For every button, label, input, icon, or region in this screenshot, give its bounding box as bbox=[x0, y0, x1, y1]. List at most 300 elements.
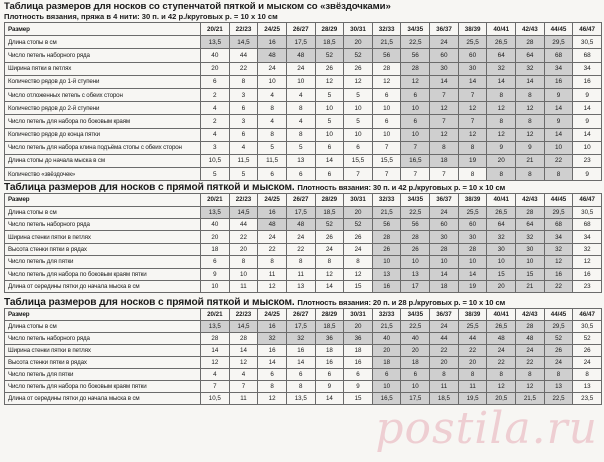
value-cell: 20 bbox=[201, 62, 230, 75]
value-cell: 20 bbox=[201, 231, 230, 243]
row-label-cell: Длина от середины пятки до начала мыска в см bbox=[5, 392, 201, 404]
header-label-cell: Размер bbox=[5, 309, 201, 321]
value-cell: 26 bbox=[573, 345, 602, 357]
value-cell: 16 bbox=[286, 345, 315, 357]
value-cell: 19 bbox=[458, 280, 487, 292]
value-cell: 24 bbox=[573, 356, 602, 368]
value-cell: 32 bbox=[516, 231, 545, 243]
value-cell: 14 bbox=[487, 75, 516, 88]
value-cell: 20 bbox=[344, 36, 373, 49]
value-cell: 10 bbox=[286, 75, 315, 88]
table-1-subtitle: Плотность вязания, пряжа в 4 нити: 30 п. и 42 р./круговых р. = 10 х 10 см bbox=[4, 12, 278, 21]
table-row bbox=[5, 345, 602, 357]
header-size-cell: 42/43 bbox=[516, 23, 545, 36]
value-cell: 30 bbox=[458, 231, 487, 243]
value-cell: 48 bbox=[487, 333, 516, 345]
value-cell: 9 bbox=[487, 141, 516, 154]
value-cell: 24 bbox=[315, 243, 344, 255]
value-cell: 32 bbox=[487, 62, 516, 75]
value-cell: 14 bbox=[544, 128, 573, 141]
table-2-title: Таблица размеров для носков с прямой пяткой и мыском. bbox=[4, 182, 295, 194]
value-cell: 14 bbox=[315, 392, 344, 404]
value-cell: 34 bbox=[573, 62, 602, 75]
value-cell: 60 bbox=[458, 219, 487, 231]
value-cell: 22,5 bbox=[544, 392, 573, 404]
value-cell: 11 bbox=[458, 380, 487, 392]
value-cell: 13 bbox=[573, 380, 602, 392]
value-cell: 26,5 bbox=[487, 206, 516, 218]
value-cell: 8 bbox=[487, 88, 516, 101]
table-row bbox=[5, 256, 602, 268]
value-cell: 20 bbox=[344, 321, 373, 333]
value-cell: 24 bbox=[430, 206, 459, 218]
value-cell: 16 bbox=[372, 280, 401, 292]
value-cell: 6 bbox=[258, 368, 287, 380]
value-cell: 9 bbox=[544, 88, 573, 101]
table-row bbox=[5, 219, 602, 231]
row-label-cell: Количество рядов до конца пятки bbox=[5, 128, 201, 141]
value-cell: 32 bbox=[487, 231, 516, 243]
header-size-cell: 32/33 bbox=[372, 23, 401, 36]
value-cell: 3 bbox=[229, 115, 258, 128]
table-row bbox=[5, 141, 602, 154]
header-size-cell: 40/41 bbox=[487, 309, 516, 321]
value-cell: 12 bbox=[258, 280, 287, 292]
value-cell: 12 bbox=[516, 102, 545, 115]
value-cell: 36 bbox=[344, 333, 373, 345]
value-cell: 11 bbox=[286, 268, 315, 280]
value-cell: 18,5 bbox=[315, 206, 344, 218]
header-size-cell: 42/43 bbox=[516, 309, 545, 321]
value-cell: 12 bbox=[372, 75, 401, 88]
value-cell: 32 bbox=[516, 62, 545, 75]
value-cell: 10,5 bbox=[201, 154, 230, 167]
value-cell: 30 bbox=[430, 231, 459, 243]
table-2-density: Плотность вязания: 30 п. и 42 р./круговых р. = 10 х 10 см bbox=[297, 183, 506, 193]
header-size-cell: 36/37 bbox=[430, 309, 459, 321]
value-cell: 10 bbox=[372, 102, 401, 115]
value-cell: 28 bbox=[516, 321, 545, 333]
value-cell: 18 bbox=[315, 345, 344, 357]
value-cell: 26 bbox=[544, 345, 573, 357]
row-label-cell: Длина стопы в см bbox=[5, 36, 201, 49]
value-cell: 40 bbox=[201, 49, 230, 62]
value-cell: 26 bbox=[372, 243, 401, 255]
value-cell: 6 bbox=[372, 368, 401, 380]
value-cell: 8 bbox=[286, 380, 315, 392]
value-cell: 24 bbox=[430, 36, 459, 49]
value-cell: 14 bbox=[229, 345, 258, 357]
value-cell: 8 bbox=[458, 168, 487, 181]
value-cell: 8 bbox=[344, 256, 373, 268]
value-cell: 6 bbox=[229, 102, 258, 115]
header-size-cell: 30/31 bbox=[344, 309, 373, 321]
row-label-cell: Длина стопы в см bbox=[5, 206, 201, 218]
table-row bbox=[5, 392, 602, 404]
value-cell: 40 bbox=[201, 219, 230, 231]
value-cell: 10 bbox=[315, 128, 344, 141]
value-cell: 21 bbox=[516, 280, 545, 292]
value-cell: 7 bbox=[430, 115, 459, 128]
value-cell: 24 bbox=[258, 231, 287, 243]
row-label-cell: Число петель для набора по боковым краям пятки bbox=[5, 380, 201, 392]
table-row bbox=[5, 368, 602, 380]
value-cell: 15 bbox=[516, 268, 545, 280]
value-cell: 12 bbox=[430, 102, 459, 115]
value-cell: 22 bbox=[544, 154, 573, 167]
row-label-cell: Число отложенных петель с обеих сторон bbox=[5, 88, 201, 101]
value-cell: 11,5 bbox=[258, 154, 287, 167]
value-cell: 10 bbox=[201, 280, 230, 292]
value-cell: 34 bbox=[544, 231, 573, 243]
value-cell: 60 bbox=[430, 49, 459, 62]
value-cell: 12 bbox=[344, 268, 373, 280]
value-cell: 20 bbox=[487, 154, 516, 167]
value-cell: 16 bbox=[544, 75, 573, 88]
header-size-cell: 24/25 bbox=[258, 23, 287, 36]
value-cell: 6 bbox=[286, 168, 315, 181]
value-cell: 20 bbox=[344, 206, 373, 218]
value-cell: 10 bbox=[258, 75, 287, 88]
value-cell: 15,5 bbox=[372, 154, 401, 167]
value-cell: 3 bbox=[229, 88, 258, 101]
table-row bbox=[5, 268, 602, 280]
value-cell: 6 bbox=[201, 75, 230, 88]
value-cell: 23 bbox=[573, 154, 602, 167]
value-cell: 2 bbox=[201, 88, 230, 101]
value-cell: 14 bbox=[573, 102, 602, 115]
value-cell: 6 bbox=[401, 368, 430, 380]
value-cell: 10 bbox=[573, 141, 602, 154]
value-cell: 22 bbox=[544, 280, 573, 292]
value-cell: 21,5 bbox=[372, 36, 401, 49]
header-size-cell: 32/33 bbox=[372, 194, 401, 206]
value-cell: 24 bbox=[286, 231, 315, 243]
value-cell: 14 bbox=[286, 356, 315, 368]
value-cell: 8 bbox=[286, 128, 315, 141]
value-cell: 68 bbox=[544, 219, 573, 231]
value-cell: 7 bbox=[372, 141, 401, 154]
table-row bbox=[5, 36, 602, 49]
value-cell: 7 bbox=[401, 141, 430, 154]
value-cell: 15 bbox=[344, 280, 373, 292]
value-cell: 10 bbox=[458, 256, 487, 268]
value-cell: 19,5 bbox=[458, 392, 487, 404]
value-cell: 24 bbox=[430, 321, 459, 333]
value-cell: 40 bbox=[372, 333, 401, 345]
value-cell: 8 bbox=[258, 102, 287, 115]
value-cell: 12 bbox=[344, 75, 373, 88]
value-cell: 32 bbox=[286, 333, 315, 345]
table-header-row bbox=[5, 23, 602, 36]
header-label-cell: Размер bbox=[5, 194, 201, 206]
value-cell: 40 bbox=[401, 333, 430, 345]
value-cell: 9 bbox=[544, 115, 573, 128]
value-cell: 4 bbox=[201, 128, 230, 141]
value-cell: 21,5 bbox=[516, 392, 545, 404]
value-cell: 29,5 bbox=[544, 36, 573, 49]
value-cell: 23,5 bbox=[573, 392, 602, 404]
value-cell: 16 bbox=[258, 321, 287, 333]
value-cell: 14 bbox=[201, 345, 230, 357]
table-row bbox=[5, 62, 602, 75]
value-cell: 22 bbox=[229, 231, 258, 243]
row-label-cell: Число петель для пятки bbox=[5, 368, 201, 380]
value-cell: 13,5 bbox=[201, 36, 230, 49]
value-cell: 5 bbox=[229, 168, 258, 181]
value-cell: 64 bbox=[487, 219, 516, 231]
value-cell: 7 bbox=[372, 168, 401, 181]
header-label-cell: Размер bbox=[5, 23, 201, 36]
value-cell: 5 bbox=[344, 115, 373, 128]
value-cell: 10 bbox=[401, 256, 430, 268]
value-cell: 5 bbox=[201, 168, 230, 181]
value-cell: 26 bbox=[344, 231, 373, 243]
value-cell: 12 bbox=[516, 380, 545, 392]
value-cell: 32 bbox=[573, 243, 602, 255]
value-cell: 14 bbox=[458, 268, 487, 280]
value-cell: 12 bbox=[430, 128, 459, 141]
value-cell: 7 bbox=[458, 88, 487, 101]
value-cell: 10 bbox=[344, 128, 373, 141]
header-size-cell: 32/33 bbox=[372, 309, 401, 321]
value-cell: 18,5 bbox=[315, 36, 344, 49]
value-cell: 64 bbox=[487, 49, 516, 62]
value-cell: 64 bbox=[516, 49, 545, 62]
header-size-cell: 46/47 bbox=[573, 23, 602, 36]
value-cell: 21 bbox=[516, 154, 545, 167]
value-cell: 18,5 bbox=[430, 392, 459, 404]
value-cell: 8 bbox=[430, 141, 459, 154]
value-cell: 10 bbox=[315, 102, 344, 115]
value-cell: 14 bbox=[315, 154, 344, 167]
value-cell: 28 bbox=[516, 36, 545, 49]
value-cell: 28 bbox=[458, 243, 487, 255]
value-cell: 48 bbox=[258, 49, 287, 62]
value-cell: 13 bbox=[544, 380, 573, 392]
value-cell: 4 bbox=[229, 368, 258, 380]
value-cell: 14 bbox=[544, 102, 573, 115]
row-label-cell: Количество рядов до 1-й ступени bbox=[5, 75, 201, 88]
header-size-cell: 38/39 bbox=[458, 194, 487, 206]
value-cell: 6 bbox=[286, 368, 315, 380]
value-cell: 24 bbox=[286, 62, 315, 75]
value-cell: 14 bbox=[458, 75, 487, 88]
value-cell: 26,5 bbox=[487, 321, 516, 333]
table-1-title: Таблица размеров для носков со ступенчатой пяткой и мыском со «звёздочками» bbox=[4, 1, 391, 12]
value-cell: 9 bbox=[516, 141, 545, 154]
value-cell: 4 bbox=[201, 102, 230, 115]
value-cell: 32 bbox=[258, 333, 287, 345]
value-cell: 17,5 bbox=[401, 392, 430, 404]
value-cell: 14 bbox=[315, 280, 344, 292]
value-cell: 44 bbox=[229, 49, 258, 62]
header-size-cell: 34/35 bbox=[401, 194, 430, 206]
value-cell: 4 bbox=[286, 115, 315, 128]
value-cell: 48 bbox=[286, 219, 315, 231]
value-cell: 12 bbox=[487, 380, 516, 392]
value-cell: 8 bbox=[258, 256, 287, 268]
value-cell: 22,5 bbox=[401, 321, 430, 333]
value-cell: 16 bbox=[344, 356, 373, 368]
header-size-cell: 40/41 bbox=[487, 23, 516, 36]
value-cell: 24 bbox=[544, 356, 573, 368]
value-cell: 60 bbox=[458, 49, 487, 62]
value-cell: 6 bbox=[201, 256, 230, 268]
value-cell: 10 bbox=[401, 102, 430, 115]
header-size-cell: 20/21 bbox=[201, 194, 230, 206]
value-cell: 28 bbox=[516, 206, 545, 218]
value-cell: 7 bbox=[344, 168, 373, 181]
header-size-cell: 44/45 bbox=[544, 194, 573, 206]
value-cell: 48 bbox=[258, 219, 287, 231]
value-cell: 8 bbox=[544, 168, 573, 181]
value-cell: 14 bbox=[573, 128, 602, 141]
value-cell: 12 bbox=[315, 75, 344, 88]
value-cell: 23 bbox=[573, 280, 602, 292]
table-row bbox=[5, 154, 602, 167]
value-cell: 8 bbox=[258, 380, 287, 392]
value-cell: 6 bbox=[401, 115, 430, 128]
value-cell: 10 bbox=[544, 141, 573, 154]
value-cell: 6 bbox=[315, 168, 344, 181]
value-cell: 10,5 bbox=[201, 392, 230, 404]
value-cell: 5 bbox=[315, 88, 344, 101]
header-size-cell: 36/37 bbox=[430, 194, 459, 206]
value-cell: 11,5 bbox=[229, 154, 258, 167]
value-cell: 13 bbox=[372, 268, 401, 280]
value-cell: 18 bbox=[430, 154, 459, 167]
value-cell: 26,5 bbox=[487, 36, 516, 49]
value-cell: 22 bbox=[229, 62, 258, 75]
value-cell: 4 bbox=[258, 88, 287, 101]
row-label-cell: Число петель наборного ряда bbox=[5, 333, 201, 345]
value-cell: 2 bbox=[201, 115, 230, 128]
value-cell: 68 bbox=[544, 49, 573, 62]
value-cell: 12 bbox=[201, 356, 230, 368]
value-cell: 10 bbox=[344, 102, 373, 115]
row-label-cell: Число петель для пятки bbox=[5, 256, 201, 268]
value-cell: 24 bbox=[487, 345, 516, 357]
header-size-cell: 40/41 bbox=[487, 194, 516, 206]
value-cell: 21,5 bbox=[372, 206, 401, 218]
table-3-heading bbox=[4, 298, 601, 308]
value-cell: 7 bbox=[458, 115, 487, 128]
header-size-cell: 20/21 bbox=[201, 309, 230, 321]
value-cell: 9 bbox=[573, 88, 602, 101]
size-table-straight-heel-20 bbox=[4, 308, 602, 404]
value-cell: 52 bbox=[315, 49, 344, 62]
value-cell: 16 bbox=[258, 206, 287, 218]
value-cell: 14 bbox=[516, 75, 545, 88]
row-label-cell: Количество рядов до 2-й ступени bbox=[5, 102, 201, 115]
header-size-cell: 30/31 bbox=[344, 194, 373, 206]
table-3-density: Плотность вязания: 20 п. и 28 р./круговых р. = 10 х 10 см bbox=[297, 298, 506, 308]
table-row bbox=[5, 168, 602, 181]
row-label-cell: Ширина стенки пятки в петлях bbox=[5, 231, 201, 243]
value-cell: 30,5 bbox=[573, 321, 602, 333]
row-label-cell: Длина стопы в см bbox=[5, 321, 201, 333]
row-label-cell: Число петель для набора по боковым краям bbox=[5, 115, 201, 128]
value-cell: 29,5 bbox=[544, 206, 573, 218]
value-cell: 6 bbox=[344, 141, 373, 154]
row-label-cell: Высота стенки пятки в рядах bbox=[5, 243, 201, 255]
value-cell: 5 bbox=[258, 141, 287, 154]
value-cell: 25,5 bbox=[458, 36, 487, 49]
value-cell: 16,5 bbox=[372, 392, 401, 404]
value-cell: 6 bbox=[401, 88, 430, 101]
value-cell: 10 bbox=[372, 256, 401, 268]
value-cell: 28 bbox=[229, 333, 258, 345]
value-cell: 22 bbox=[430, 345, 459, 357]
value-cell: 22 bbox=[516, 356, 545, 368]
header-size-cell: 26/27 bbox=[286, 194, 315, 206]
value-cell: 7 bbox=[229, 380, 258, 392]
value-cell: 22 bbox=[258, 243, 287, 255]
row-label-cell: Ширина пятки в петлях bbox=[5, 62, 201, 75]
value-cell: 24 bbox=[516, 345, 545, 357]
value-cell: 22 bbox=[487, 356, 516, 368]
header-size-cell: 46/47 bbox=[573, 194, 602, 206]
value-cell: 12 bbox=[544, 256, 573, 268]
value-cell: 7 bbox=[430, 88, 459, 101]
value-cell: 28 bbox=[401, 231, 430, 243]
value-cell: 4 bbox=[229, 141, 258, 154]
value-cell: 5 bbox=[344, 88, 373, 101]
value-cell: 12 bbox=[487, 102, 516, 115]
value-cell: 21,5 bbox=[372, 321, 401, 333]
value-cell: 10 bbox=[229, 268, 258, 280]
value-cell: 7 bbox=[401, 168, 430, 181]
value-cell: 30,5 bbox=[573, 36, 602, 49]
value-cell: 20,5 bbox=[487, 392, 516, 404]
value-cell: 16 bbox=[258, 345, 287, 357]
value-cell: 28 bbox=[372, 231, 401, 243]
value-cell: 15 bbox=[487, 268, 516, 280]
header-size-cell: 46/47 bbox=[573, 309, 602, 321]
value-cell: 13 bbox=[286, 154, 315, 167]
table-row bbox=[5, 49, 602, 62]
value-cell: 28 bbox=[372, 62, 401, 75]
row-label-cell: Число петель для набора клина подъёма стопы с обеих сторон bbox=[5, 141, 201, 154]
value-cell: 8 bbox=[286, 102, 315, 115]
value-cell: 14,5 bbox=[229, 206, 258, 218]
header-size-cell: 22/23 bbox=[229, 309, 258, 321]
value-cell: 9 bbox=[201, 268, 230, 280]
value-cell: 16 bbox=[315, 356, 344, 368]
value-cell: 17,5 bbox=[286, 206, 315, 218]
value-cell: 30 bbox=[458, 62, 487, 75]
value-cell: 56 bbox=[372, 219, 401, 231]
value-cell: 8 bbox=[487, 115, 516, 128]
value-cell: 22 bbox=[286, 243, 315, 255]
value-cell: 26 bbox=[401, 243, 430, 255]
value-cell: 18 bbox=[401, 356, 430, 368]
value-cell: 10 bbox=[401, 128, 430, 141]
value-cell: 18 bbox=[344, 345, 373, 357]
row-label-cell: Высота стенки пятки в рядах bbox=[5, 356, 201, 368]
value-cell: 16 bbox=[258, 36, 287, 49]
value-cell: 8 bbox=[516, 88, 545, 101]
value-cell: 9 bbox=[315, 380, 344, 392]
value-cell: 16,5 bbox=[401, 154, 430, 167]
value-cell: 52 bbox=[344, 49, 373, 62]
value-cell: 44 bbox=[458, 333, 487, 345]
value-cell: 11 bbox=[430, 380, 459, 392]
header-size-cell: 20/21 bbox=[201, 23, 230, 36]
header-size-cell: 30/31 bbox=[344, 23, 373, 36]
value-cell: 6 bbox=[344, 368, 373, 380]
